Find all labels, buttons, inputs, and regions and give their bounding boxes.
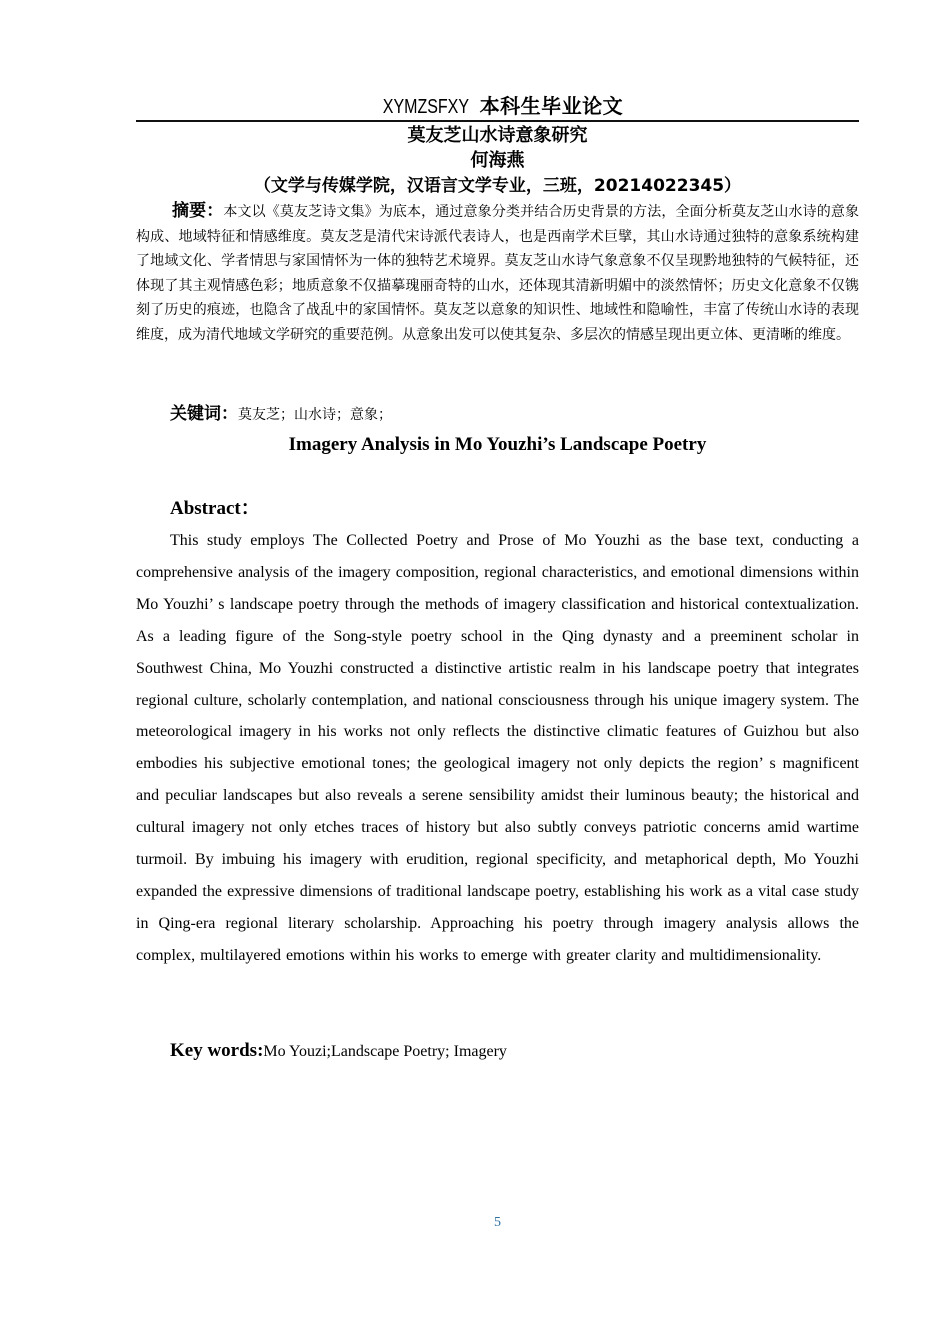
english-keywords xyxy=(170,1038,507,1065)
running-header xyxy=(136,92,859,121)
english-abstract-text: This study employs The Collected Poetry and Prose of Mo Youzhi as the base text, conducting a comprehensive analysis of the imagery composition, regional characteristics, and emotional dimensions within Mo Youzhi’ s landscape poetry through the methods of imagery classification and historical contextualization. As a leading figure of the Song-style poetry school in the Qing dynasty and a preeminent scholar in Southwest China, Mo Youzhi constructed a distinctive artistic realm in his landscape poetry that integrates regional culture, scholarly contemplation, and national consciousness through his unique imagery system. The meteorological imagery in his works not only reflects the distinctive climatic features of Guizhou but also embodies his subjective emotional tones; the geological imagery not only depicts the region’ s magnificent and peculiar landscapes but also reveals a serene sensibility amidst their luminous beauty; the historical and cultural imagery not only etches traces of history but also subtly conveys patriotic concerns amid wartime turmoil. By imbuing his imagery with erudition, regional specificity, and metaphorical depth, Mo Youzhi expanded the expressive dimensions of traditional landscape poetry, establishing his work as a vital case study in Qing-era regional literary scholarship. Approaching his poetry through imagery analysis allows the complex, multilayered emotions within his works to emerge with greater clarity and multidimensionality. xyxy=(136,532,859,964)
english-title: Imagery Analysis in Mo Youzhi’s Landscape Poetry xyxy=(288,434,707,455)
english-keywords-label: Key words: xyxy=(170,1040,264,1061)
chinese-title: 莫友芝山水诗意象研究 xyxy=(407,125,588,146)
page-number: 5 xyxy=(494,1215,501,1230)
header-thesis-type: 本科生毕业论文 xyxy=(479,94,624,118)
chinese-abstract xyxy=(136,199,859,347)
chinese-abstract-text: 本文以《莫友芝诗文集》为底本，通过意象分类并结合历史背景的方法，全面分析莫友芝山水诗的意象构成、地域特征和情感维度。莫友芝是清代宋诗派代表诗人，也是西南学术巨擘，其山水诗通过独特的意象系统构建了地域文化、学者情思与家国情怀为一体的独特艺术境界。莫友芝山水诗气象意象不仅呈现黔地独特的气候特征，还体现了其主观情感色彩；地质意象不仅描摹瑰丽奇特的山水，还体现其清新明媚中的淡然情怀；历史文化意象不仅镌刻了历史的痕迹，也隐含了战乱中的家国情怀。莫友芝以意象的知识性、地域性和隐喻性，丰富了传统山水诗的表现维度，成为清代地域文学研究的重要范例。从意象出发可以使其复杂、多层次的情感呈现出更立体、更清晰的维度。 xyxy=(136,204,860,343)
header-school-code: XYMZSFXY xyxy=(382,96,469,118)
author-affiliation: （文学与传媒学院，汉语言文学专业，三班，20214022345） xyxy=(253,176,742,196)
header-rule xyxy=(136,120,859,122)
english-abstract-label: Abstract： xyxy=(170,498,260,519)
chinese-keywords xyxy=(170,401,392,428)
author-name: 何海燕 xyxy=(470,150,525,171)
english-keywords-text: Mo Youzi;Landscape Poetry; Imagery xyxy=(263,1043,507,1060)
chinese-keywords-label: 关键词： xyxy=(170,404,238,424)
chinese-abstract-label: 摘要： xyxy=(172,201,224,221)
chinese-keywords-text: 莫友芝；山水诗；意象； xyxy=(238,407,392,423)
